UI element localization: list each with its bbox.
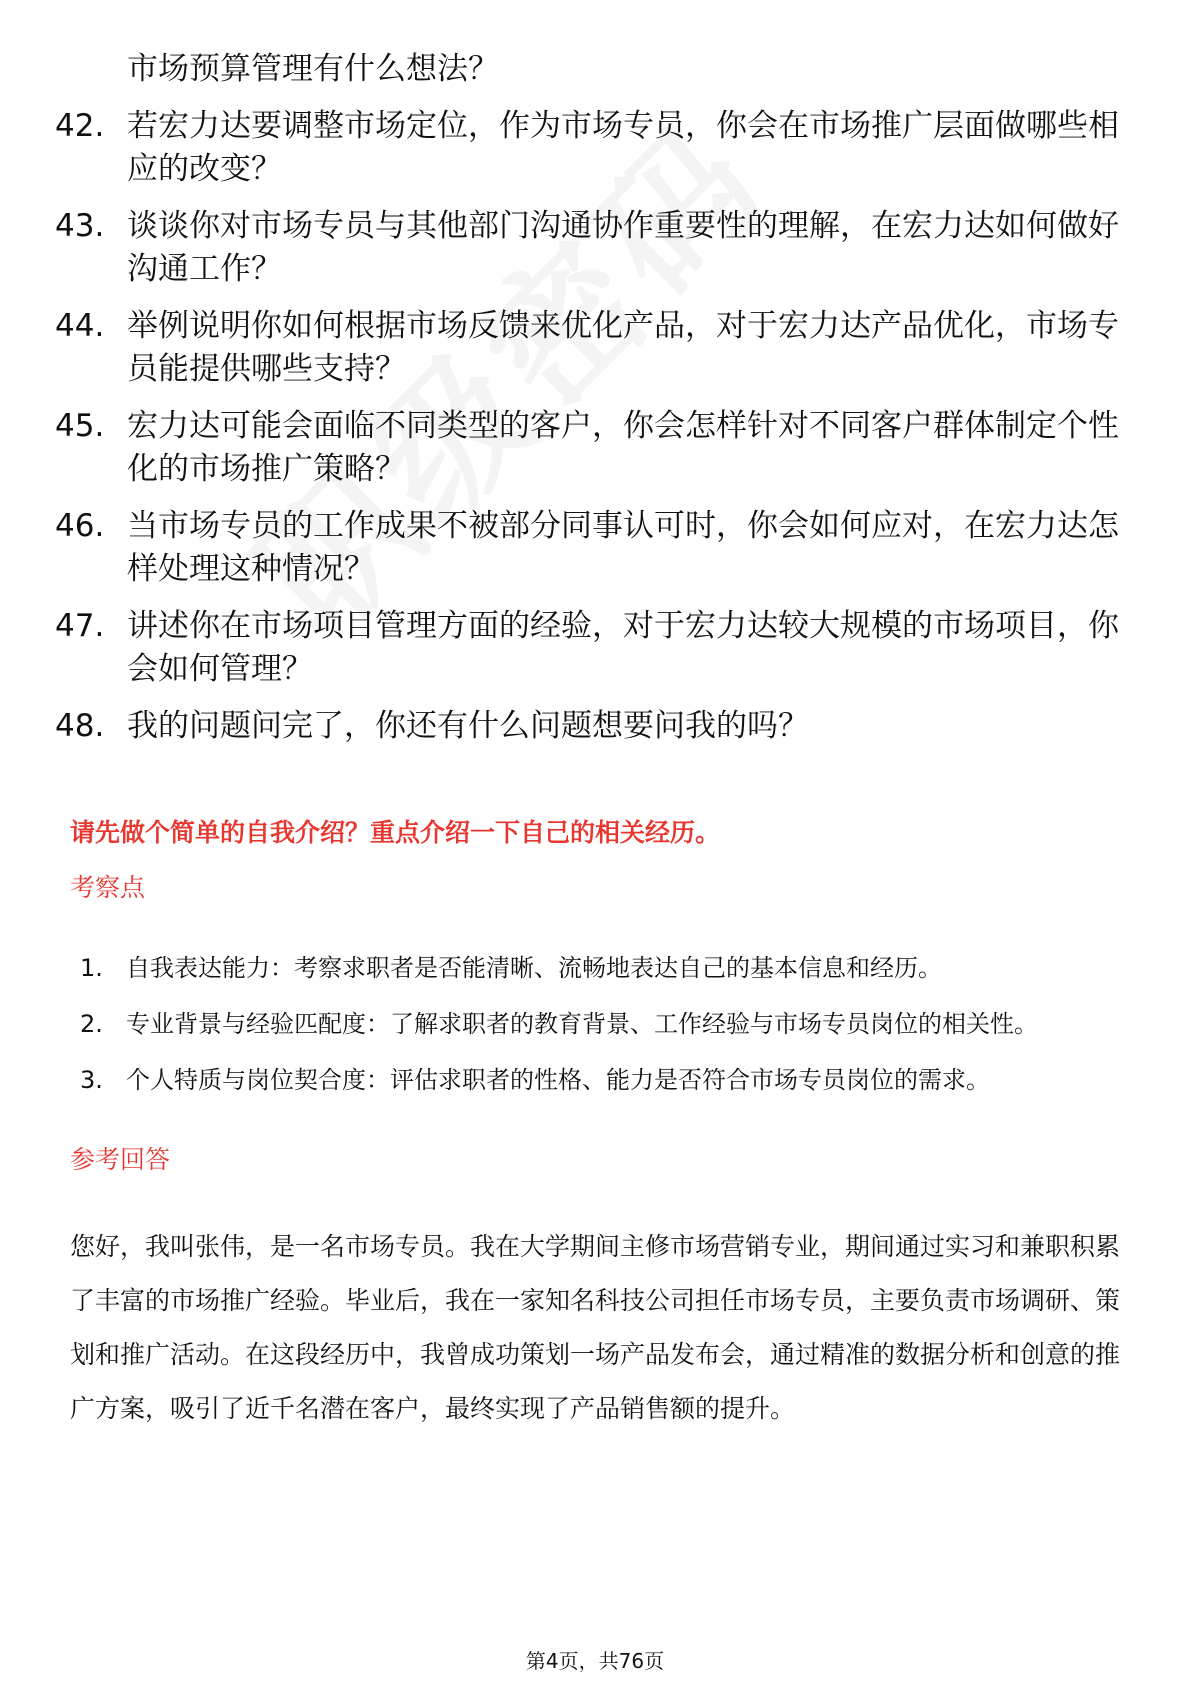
question-continuation: 市场预算管理有什么想法？ xyxy=(127,51,499,87)
question-text: 谈谈你对市场专员与其他部门沟通协作重要性的理解，在宏力达如何做好沟通工作？ xyxy=(127,208,1119,287)
question-item xyxy=(55,505,1135,591)
question-number: 44. xyxy=(55,308,105,344)
examination-point xyxy=(80,940,1120,996)
focus-question-text: 请先做个简单的自我介绍？重点介绍一下自己的相关经历。 xyxy=(70,818,721,847)
question-text: 讲述你在市场项目管理方面的经验，对于宏力达较大规模的市场项目，你会如何管理？ xyxy=(127,608,1119,687)
question-text: 宏力达可能会面临不同类型的客户，你会怎样针对不同客户群体制定个性化的市场推广策略？ xyxy=(127,408,1119,487)
point-text: 个人特质与岗位契合度：评估求职者的性格、能力是否符合市场专员岗位的需求。 xyxy=(126,1066,990,1094)
question-number: 47. xyxy=(55,608,105,644)
question-text: 当市场专员的工作成果不被部分同事认可时，你会如何应对，在宏力达怎样处理这种情况？ xyxy=(127,508,1119,587)
question-item xyxy=(55,105,1135,191)
examination-point xyxy=(80,1052,1120,1108)
examination-point xyxy=(80,996,1120,1052)
question-number: 43. xyxy=(55,208,105,244)
question-item xyxy=(55,605,1135,691)
examination-title: 考察点 xyxy=(70,873,146,902)
focus-question xyxy=(70,815,1120,851)
question-item xyxy=(55,305,1135,391)
point-number: 2. xyxy=(80,1010,103,1038)
reference-title: 参考回答 xyxy=(70,1145,171,1174)
question-text: 我的问题问完了，你还有什么问题想要问我的吗？ xyxy=(127,708,809,744)
page-footer: 第4页，共76页 xyxy=(525,1649,665,1673)
question-text: 举例说明你如何根据市场反馈来优化产品，对于宏力达产品优化，市场专员能提供哪些支持？ xyxy=(127,308,1119,387)
point-text: 自我表达能力：考察求职者是否能清晰、流畅地表达自己的基本信息和经历。 xyxy=(126,954,942,982)
question-text: 若宏力达要调整市场定位，作为市场专员，你会在市场推广层面做哪些相应的改变？ xyxy=(127,108,1119,187)
reference-answer: 您好，我叫张伟，是一名市场专员。我在大学期间主修市场营销专业，期间通过实习和兼职积累了丰富的市场推广经验。毕业后，我在一家知名科技公司担任市场专员，主要负责市场调研、策划和推广活动。在这段经历中，我曾成功策划一场产品发布会，通过精准的数据分析和创意的推广方案，吸引了近千名潜在客户，最终实现了产品销售额的提升。 xyxy=(70,1232,1121,1423)
point-text: 专业背景与经验匹配度：了解求职者的教育背景、工作经验与市场专员岗位的相关性。 xyxy=(126,1010,1038,1038)
examination-heading xyxy=(70,870,1120,906)
point-number: 1. xyxy=(80,954,103,982)
question-number: 45. xyxy=(55,408,105,444)
point-number: 3. xyxy=(80,1066,103,1094)
question-list xyxy=(55,48,1135,762)
question-number: 48. xyxy=(55,708,105,744)
question-item xyxy=(55,405,1135,491)
question-item xyxy=(55,205,1135,291)
reference-heading xyxy=(70,1142,1120,1178)
question-number: 42. xyxy=(55,108,105,144)
question-number: 46. xyxy=(55,508,105,544)
question-item xyxy=(55,705,1135,748)
examination-point-list xyxy=(80,940,1120,1108)
